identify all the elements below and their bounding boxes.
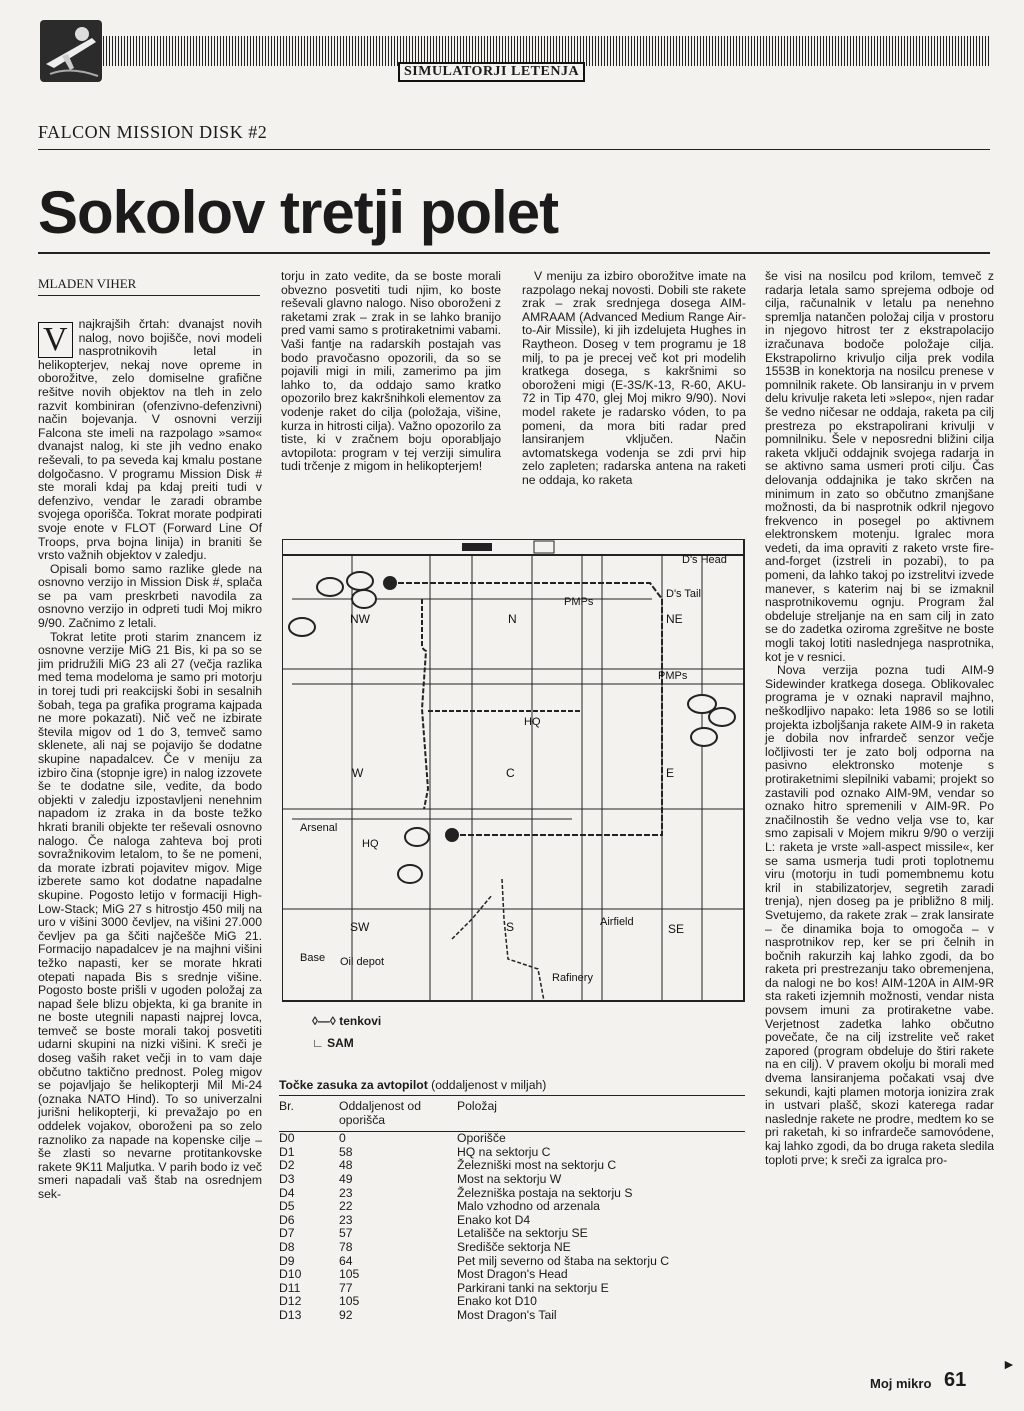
cell-position: HQ na sektorju C <box>457 1144 551 1159</box>
section-label: SIMULATORJI LETENJA <box>398 62 585 82</box>
autopilot-caption-rest: (oddaljenost v miljah) <box>431 1078 547 1092</box>
table-row <box>279 1214 745 1228</box>
table-row <box>279 1255 745 1269</box>
autopilot-caption <box>279 1078 546 1092</box>
target-blob <box>317 578 343 596</box>
sam-icon: ∟ <box>312 1036 324 1050</box>
cell-position: Železniška postaja na sektorju S <box>457 1185 633 1200</box>
cell-position: Pet milj severno od štaba na sektorju C <box>457 1253 670 1268</box>
hq-marker <box>445 828 459 842</box>
table-row <box>279 1295 745 1309</box>
cell-distance: 57 <box>339 1226 353 1241</box>
label-hq-top: HQ <box>524 716 541 728</box>
label-hq-low: HQ <box>362 838 379 850</box>
cell-distance: 92 <box>339 1307 353 1322</box>
cell-position: Središče sektorja NE <box>457 1239 571 1254</box>
mission-map <box>282 539 746 1009</box>
sector-se: SE <box>668 922 685 936</box>
col1-paragraph-3: Tokrat letite proti starim znancem iz osnovne verzije MiG 21 Bis, ki pa so se jim pridružili MiG 23 ali 27 (večja razlika med tema modeloma je samo pri motorju in torej tudi pri reakcijski šobi in sesalnih šobah, tega pa grafika programa kajpada ne more pokazati). Nič več ne izbirate števila migov od 1 do 3, temveč samo sklenete, ali naj se pojavijo še dodatne skupine napadalcev. Če v meniju za izbiro čina (stopnje igre) in nalog izzovete še te dodatne sile, vedite, da bodo objekti v zaledju izpostavljeni nenehnim napadom iz zraka in da boste težko hkrati branili objekte ter reševali osnovno nalogo. Če naloga zahteva boj proti sovražnikovim letalom, to še ne pomeni, da morate izbrati pojavitev migov. Mige izberete samo kot dodatne napadalne skupine. Pogosto letijo v formaciji High-Low-Stack; MiG 27 s hitrostjo 450 milj na uro v višini 3000 čevljev, na višini 27.000 čevljev pa ga ščiti najčešče MiG 21. Formacijo napadalcev je na majhni višini težko napasti, ker se morate hkrati otepati napada Bis s srednje višine. Pogosto boste prišli v ugoden položaj za napad šele blizu objekta, ki ga branite in ne boste utegnili napasti najprej lovca, temveč se boste morali takoj posvetiti udarni skupini na nizki višini. K sreči je doseg vaših raket večji in to vam daje občutno taktično prednost. Poleg migov se pojavljajo še helikopterji Mil Mi-24 (oznaka NATO Hind). To so univerzalni jurišni helikopterji, ki prevažajo po en oddelek vojakov, oboroženi pa so zelo raznoliko za napade na kopenske cilje – še zlasti so nevarne protitankovske rakete 9K11 Maljutka. V parih bodo iz več smeri napadali vaš štab na osrednjem sek- <box>38 629 263 1201</box>
legend-tanks <box>312 1014 381 1028</box>
column-3 <box>522 270 746 488</box>
col1-intro: najkrajših črtah: dvanajst novih nalog, novo bojišče, novi modeli nasprotnikovih letal in helikopterjev, nekaj nove opreme in oborožitve, zelo domiselne grafične rešitve novih objektov na tleh in zelo razvit kombiniran (ofenzivno-defenzivni) način bojevanja. V osnovni verziji Falcona ste imeli na razpolago »samo« dvanajst nalog, ki ste jih vedno enako reševali, to pa seveda kaj kmalu postane dolgočasno. V programu Mission Disk # ste morali kdaj pa kdaj preiti tudi v defenzivo, vendar le zaradi obrambe svojega oporišča. Tokrat morate podpirati svoje enote v FLOT (Forward Line Of Troops, prva bojna linija) in braniti še vrsto važnih objektov v zaledju. <box>38 317 262 563</box>
legend-sam <box>312 1036 354 1050</box>
sector-ne: NE <box>666 612 683 626</box>
tank-icon: ◊—◊ <box>312 1014 336 1028</box>
th-br: Br. <box>279 1099 294 1113</box>
table-row <box>279 1159 745 1173</box>
label-pmps-right: PMPs <box>658 670 688 682</box>
table-row <box>279 1282 745 1296</box>
cell-position: Malo vzhodno od arzenala <box>457 1199 600 1214</box>
table-row <box>279 1309 745 1323</box>
th-distance: Oddaljenost od oporišča <box>339 1099 421 1127</box>
sector-sw: SW <box>350 920 370 934</box>
kicker-rule <box>38 149 990 150</box>
col2-text: torju in zato vedite, da se boste morali obvezno posvetiti tudi njim, ko boste reševali glavno nalogo. Niso oboroženi z raketami zrak – zrak in se lahko branijo pred vami samo s protiraketnimi vabami. Vaši fantje na radarskih postajah vas bodo pravočasno opozorili, da so se pojavili migi in mili, zamerimo pa jim lahko to, da oddajo samo kratko opozorilo brez kakršnihkoli elementov za vodenje raket do cilja (položaja, višine, kurza in hitrosti cilja). Važno opozorilo za tiste, ki v zračnem boju oporabljajo avtopilota: program v tej verziji simulira tudi trčenje z migom in helikopterjem! <box>281 269 501 474</box>
cell-position: Most na sektorju W <box>457 1171 562 1186</box>
col3-text: V meniju za izbiro oborožitve imate na razpolago nekaj novosti. Dobili ste rakete zrak – zrak srednjega dosega AIM-AMRAAM (Advanced Medium Range Air-to-Air Missile), ki jih izdelujeta Hughes in Raytheon. Doseg v tem programu je 18 milj, to pa je precej več kot pri modelih kratkega dosega, s kakršnimi so oboroženi migi (E-3S/K-13, R-60, AKU-72 in Tip 470, glej Moj mikro 9/90). Novi model rakete je radarsko vóden, to pa pomeni, da mora biti radar pred lansiranjem vključen. Način avtomatskega vodenja se zdi prvi hip zelo zapleten; radarska antena na raketi ne oddaja, ko raketa <box>522 269 746 487</box>
col1-paragraph-2: Opisali bomo samo razlike glede na osnovno verzijo in Mission Disk #, splača se pa vam preskrbeti navodila za osnovno verzijo in odpreti tudi Moj mikro 9/90. Začnimo z letali. <box>38 561 262 631</box>
cell-br: D1 <box>279 1144 295 1159</box>
column-4 <box>765 270 994 1167</box>
cell-br: D6 <box>279 1212 295 1227</box>
cell-position: Letališče na sektorju SE <box>457 1226 588 1241</box>
label-oil-depot: Oil depot <box>340 956 385 968</box>
col4-paragraph-2: Nova verzija pozna tudi AIM-9 Sidewinder kratkega dosega. Oblikovalec programa je v oznaki napravil majhno, neškodljivo napako: leta 1986 so se lotili projekta izboljšanja rakete AIM-9 in raketa je dobila nov infrardeč senzor večje ločljivosti ter je zato bolj odporna na pasivno elektronsko motenje s protiraketnimi slepilniki vabami; projekt so zastavili pod oznako AIM-9M, vendar so oznako hitro spremenili v AIM-9R. Po značilnostih še vedno velja vse to, kar smo zapisali v Mojem mikru 9/90 o verziji L: raketa je vrste »all-aspect missile«, ker se sama usmerja tudi proti toplotnemu viru (motorju in tudi pomembnemu kotu kril in stabilizatorjev, segretih zaradi trenja), njen doseg pa je približno 8 milj. Svetujemo, da rakete zrak – zrak lansirate – če dinamika boja to omogoča – v nasprotnikov rep, ker se pri čelnih in bočnih rakurzih kaj lahko zgodi, da bo raketa pri prestrezanju tako obremenjena, da nalogi ne bo kos! AIM-120A in AIM-9R sta raketi izjemnih možnosti, vendar nista povsem imuni za protiraketne vabe. Verjetnost zadetka lahko občutno povečate, če na cilj izstrelite več raket zapored (program obdeluje do štiri rakete na en cilj). V pravem okolju bi morali med dvema lansiranjema počakati vsaj dve sekundi, kajti plamen motorja ionizira zrak in ustvari plašč, skozi katerega radar naslednje rakete ne prodre, medtem ko se pri raketah, ki so infrardeče samovódene, kaj lahko zgodi, da bo druga raketa sledila toploti prve; k sreči za igralca pro- <box>765 663 994 1167</box>
drop-cap: V <box>38 322 73 358</box>
cell-br: D5 <box>279 1199 295 1214</box>
cell-position: Enako kot D10 <box>457 1294 537 1309</box>
table-row <box>279 1268 745 1282</box>
table-row <box>279 1173 745 1187</box>
cell-distance: 78 <box>339 1239 353 1254</box>
cell-position: Most Dragon's Head <box>457 1267 568 1282</box>
article-title: Sokolov tretji polet <box>38 179 559 246</box>
th-position: Položaj <box>457 1099 497 1113</box>
label-airfield: Airfield <box>600 916 634 928</box>
table-row <box>279 1132 745 1146</box>
sector-c: C <box>506 766 515 780</box>
label-base: Base <box>300 952 326 964</box>
cell-br: D4 <box>279 1185 295 1200</box>
table-row <box>279 1241 745 1255</box>
falcon-logo <box>40 20 102 82</box>
sector-e: E <box>666 766 675 780</box>
table-row <box>279 1227 745 1241</box>
table-row <box>279 1200 745 1214</box>
cell-br: D9 <box>279 1253 295 1268</box>
cell-distance: 0 <box>339 1131 346 1146</box>
label-dragons-tail: D's Tail <box>666 588 701 600</box>
cell-br: D11 <box>279 1280 301 1295</box>
cell-br: D3 <box>279 1171 295 1186</box>
autopilot-caption-bold: Točke zasuka za avtopilot <box>279 1078 428 1092</box>
cell-br: D7 <box>279 1226 295 1241</box>
legend-sam-label: SAM <box>327 1036 354 1050</box>
cell-position: Most Dragon's Tail <box>457 1307 557 1322</box>
cell-br: D12 <box>279 1294 302 1309</box>
cell-distance: 77 <box>339 1280 353 1295</box>
cell-br: D0 <box>279 1131 295 1146</box>
label-dragons-head: D's Head <box>682 554 727 566</box>
continue-arrow-icon: ► <box>1002 1356 1016 1372</box>
cell-distance: 105 <box>339 1267 360 1282</box>
page-number: 61 <box>944 1369 967 1391</box>
col4-paragraph-1: še visi na nosilcu pod krilom, temveč z radarja letala samo sprejema odboje od cilja, računalnik v letalu pa nenehno spremlja natančen položaj cilja v prostoru in njegovo hitrost ter z ekstrapolacijo izračunava bodoče položaje cilja. Ekstrapolirno krivuljo cilja prek vodila 1553B in konektorja na nosilcu prenese v pomnilnik rakete. Ob lansiranju in v prvem delu krivulje raketa leti »slepo«, njen radar še vedno ničesar ne oddaja, raketa pa cilj prestreza po ekstrapolirani krivulji v pomnilniku. Šele v neposredni bližini cilja raketa vključi oddajnik svojega radarja in se aktivno sama usmeri proti cilju. Čas delovanja oddajnika je tako skrčen na minimum in zato so občutno zmanjšane možnosti, da bi nasprotnik odkril njegovo frekvenco in posegel po aktivnem elektronskem motenju. Igralec mora vedeti, da ima opraviti z raketo vrste fire-and-forget (izstreli in pozabi), to pa pomeni, da lahko takoj po izstrelitvi izvede manever, s katerim naj bi se izmaknil nasprotnikovemu ognju. Program žal obdeluje streljanje na en sam cilj in zato se do zadetka oziroma zgrešitve ne boste mogli takoj lotiti naslednjega nasprotnika, kot je v resnici. <box>765 269 994 664</box>
cell-distance: 105 <box>339 1294 360 1309</box>
label-arsenal: Arsenal <box>300 822 338 834</box>
label-refinery: Rafinery <box>552 972 593 984</box>
column-2 <box>281 270 501 474</box>
sector-n: N <box>508 612 517 626</box>
cell-br: D2 <box>279 1158 295 1173</box>
cell-position: Parkirani tanki na sektorju E <box>457 1280 609 1295</box>
cell-distance: 22 <box>339 1199 353 1214</box>
cell-distance: 49 <box>339 1171 353 1186</box>
cell-distance: 58 <box>339 1144 353 1159</box>
base-marker <box>383 576 397 590</box>
autopilot-table <box>279 1100 745 1323</box>
cell-distance: 64 <box>339 1253 353 1268</box>
autopilot-rows <box>279 1132 745 1323</box>
legend-tanks-label: tenkovi <box>339 1014 382 1028</box>
magazine-name: Moj mikro <box>870 1376 932 1391</box>
cell-position: Oporišče <box>457 1131 506 1146</box>
cell-br: D8 <box>279 1239 295 1254</box>
column-1 <box>38 318 262 1202</box>
sector-w: W <box>352 766 364 780</box>
table-row <box>279 1187 745 1201</box>
cell-br: D10 <box>279 1267 302 1282</box>
title-rule <box>38 252 990 254</box>
author: MLADEN VIHER <box>38 276 137 291</box>
cell-br: D13 <box>279 1307 302 1322</box>
sector-nw: NW <box>350 612 370 626</box>
cell-position: Železniški most na sektorju C <box>457 1158 617 1173</box>
sector-s: S <box>506 920 515 934</box>
author-rule <box>38 295 260 296</box>
series-label: FALCON MISSION DISK #2 <box>38 122 268 142</box>
table-top-rule <box>279 1095 745 1096</box>
cell-distance: 48 <box>339 1158 353 1173</box>
label-pmps-top: PMPs <box>564 596 594 608</box>
cell-distance: 23 <box>339 1185 353 1200</box>
cell-position: Enako kot D4 <box>457 1212 531 1227</box>
cell-distance: 23 <box>339 1212 353 1227</box>
